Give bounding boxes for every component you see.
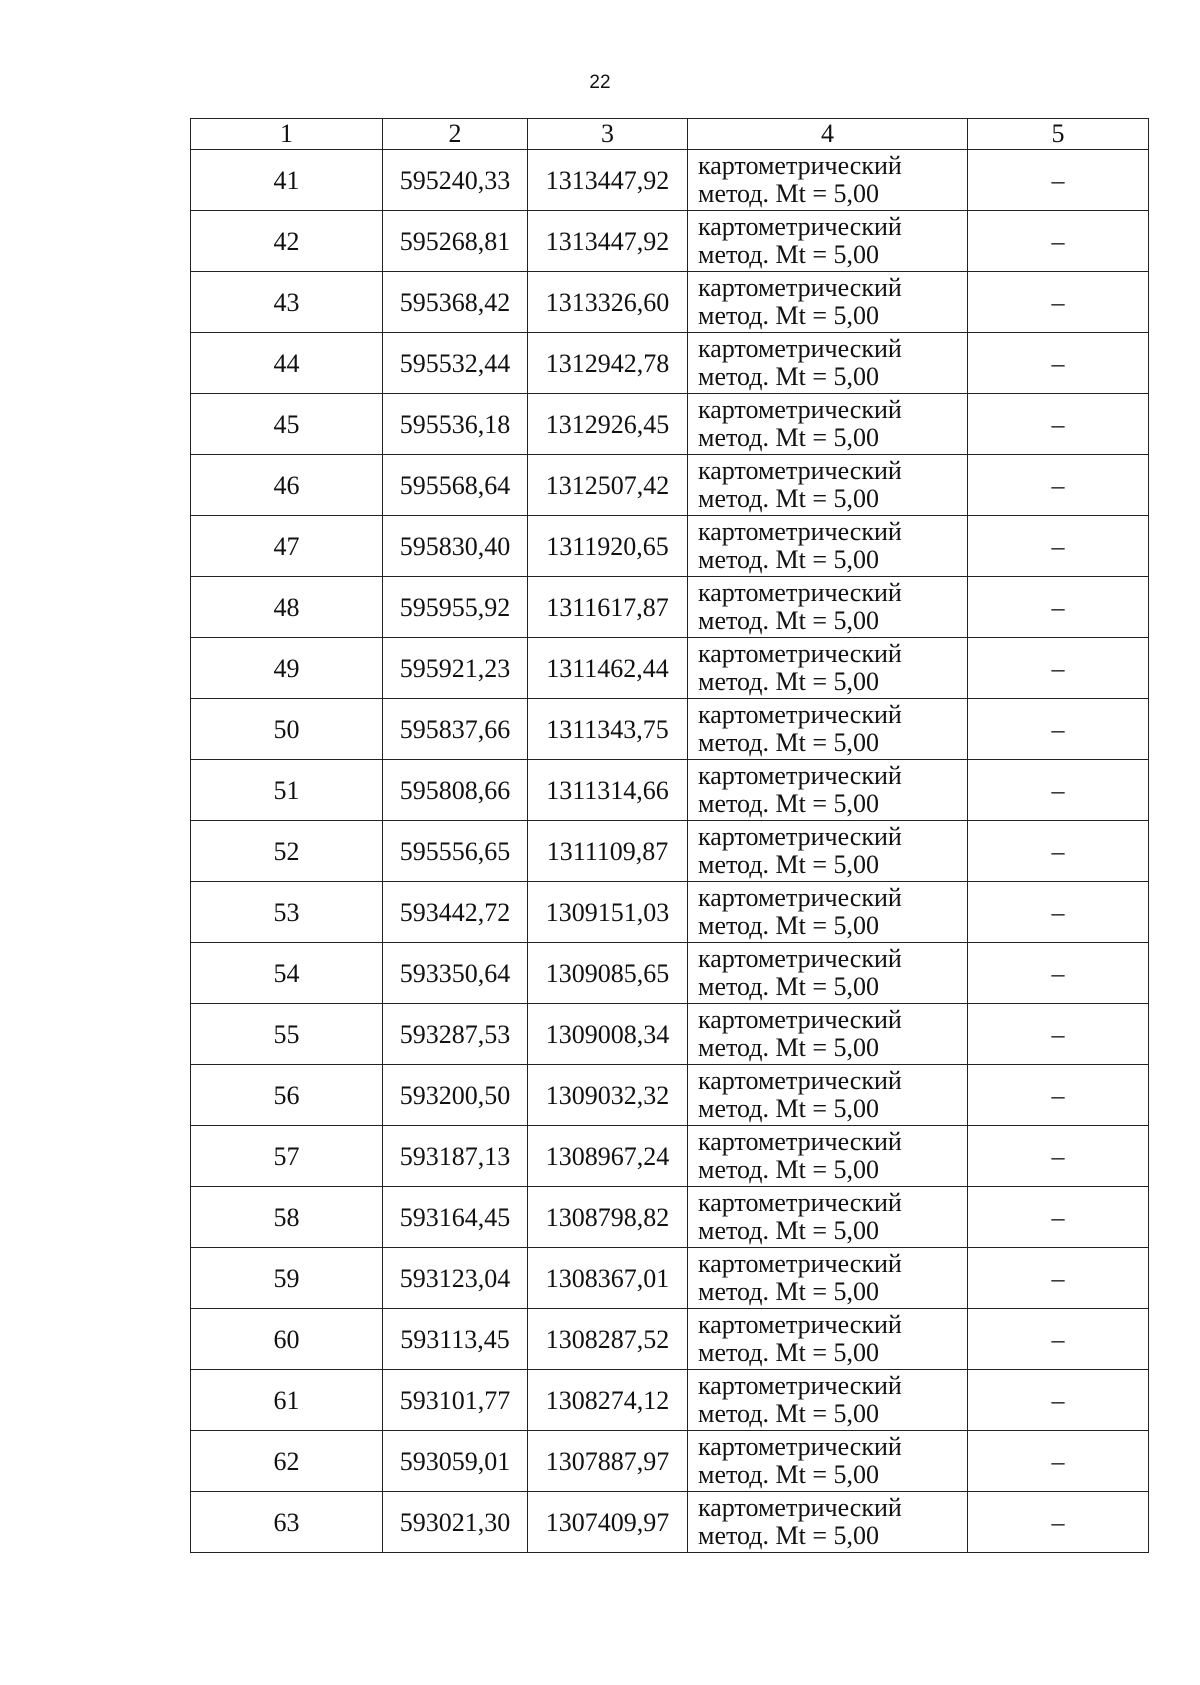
- point-number-cell: 50: [191, 699, 383, 760]
- x-coordinate-cell: 595837,66: [383, 699, 528, 760]
- method-name-text: картометрический: [698, 1188, 902, 1217]
- table-row: [191, 882, 1149, 943]
- x-coordinate-cell: 593123,04: [383, 1248, 528, 1309]
- point-number-cell: 48: [191, 577, 383, 638]
- description-cell: –: [968, 333, 1149, 394]
- x-coordinate-cell: 595268,81: [383, 211, 528, 272]
- y-coordinate-cell: 1311314,66: [528, 760, 688, 821]
- method-accuracy-text: метод. Mt = 5,00: [698, 240, 879, 269]
- x-coordinate-cell: 595532,44: [383, 333, 528, 394]
- y-coordinate-cell: 1307887,97: [528, 1431, 688, 1492]
- method-accuracy-text: метод. Mt = 5,00: [698, 972, 879, 1001]
- column-header-3: 3: [528, 119, 688, 150]
- description-cell: –: [968, 1431, 1149, 1492]
- point-number-cell: 63: [191, 1492, 383, 1553]
- y-coordinate-cell: 1308798,82: [528, 1187, 688, 1248]
- point-number-cell: 54: [191, 943, 383, 1004]
- table-row: [191, 1309, 1149, 1370]
- method-name-text: картометрический: [698, 395, 902, 424]
- x-coordinate-cell: 593059,01: [383, 1431, 528, 1492]
- method-name-text: картометрический: [698, 944, 902, 973]
- x-coordinate-cell: 593187,13: [383, 1126, 528, 1187]
- table-row: [191, 455, 1149, 516]
- point-number-cell: 51: [191, 760, 383, 821]
- method-accuracy-text: метод. Mt = 5,00: [698, 1277, 879, 1306]
- point-number-cell: 60: [191, 1309, 383, 1370]
- method-accuracy-text: метод. Mt = 5,00: [698, 484, 879, 513]
- method-cell: [688, 150, 968, 211]
- method-accuracy-text: метод. Mt = 5,00: [698, 1399, 879, 1428]
- point-number-cell: 61: [191, 1370, 383, 1431]
- point-number-cell: 44: [191, 333, 383, 394]
- table-row: [191, 150, 1149, 211]
- method-cell: [688, 272, 968, 333]
- table-row: [191, 577, 1149, 638]
- method-cell: [688, 1492, 968, 1553]
- table-row: [191, 272, 1149, 333]
- table-row: [191, 1126, 1149, 1187]
- description-cell: –: [968, 1309, 1149, 1370]
- table-body: [191, 150, 1149, 1553]
- method-accuracy-text: метод. Mt = 5,00: [698, 1033, 879, 1062]
- point-number-cell: 46: [191, 455, 383, 516]
- x-coordinate-cell: 595556,65: [383, 821, 528, 882]
- point-number-cell: 59: [191, 1248, 383, 1309]
- description-cell: –: [968, 1248, 1149, 1309]
- description-cell: –: [968, 516, 1149, 577]
- method-cell: [688, 882, 968, 943]
- point-number-cell: 43: [191, 272, 383, 333]
- method-accuracy-text: метод. Mt = 5,00: [698, 1521, 879, 1550]
- y-coordinate-cell: 1308274,12: [528, 1370, 688, 1431]
- description-cell: –: [968, 1370, 1149, 1431]
- x-coordinate-cell: 593287,53: [383, 1004, 528, 1065]
- y-coordinate-cell: 1311343,75: [528, 699, 688, 760]
- method-name-text: картометрический: [698, 1493, 902, 1522]
- method-accuracy-text: метод. Mt = 5,00: [698, 606, 879, 635]
- description-cell: –: [968, 638, 1149, 699]
- method-cell: [688, 1309, 968, 1370]
- table-row: [191, 638, 1149, 699]
- method-name-text: картометрический: [698, 761, 902, 790]
- point-number-cell: 47: [191, 516, 383, 577]
- method-name-text: картометрический: [698, 1371, 902, 1400]
- point-number-cell: 53: [191, 882, 383, 943]
- table-row: [191, 1004, 1149, 1065]
- description-cell: –: [968, 1065, 1149, 1126]
- method-accuracy-text: метод. Mt = 5,00: [698, 667, 879, 696]
- point-number-cell: 57: [191, 1126, 383, 1187]
- y-coordinate-cell: 1307409,97: [528, 1492, 688, 1553]
- coordinates-table: [190, 118, 1149, 1553]
- x-coordinate-cell: 593113,45: [383, 1309, 528, 1370]
- x-coordinate-cell: 593350,64: [383, 943, 528, 1004]
- method-accuracy-text: метод. Mt = 5,00: [698, 789, 879, 818]
- method-cell: [688, 211, 968, 272]
- description-cell: –: [968, 943, 1149, 1004]
- method-accuracy-text: метод. Mt = 5,00: [698, 1094, 879, 1123]
- method-name-text: картометрический: [698, 273, 902, 302]
- method-cell: [688, 638, 968, 699]
- y-coordinate-cell: 1311462,44: [528, 638, 688, 699]
- description-cell: –: [968, 760, 1149, 821]
- column-header-4: 4: [688, 119, 968, 150]
- point-number-cell: 56: [191, 1065, 383, 1126]
- table-row: [191, 394, 1149, 455]
- method-accuracy-text: метод. Mt = 5,00: [698, 1216, 879, 1245]
- y-coordinate-cell: 1313447,92: [528, 150, 688, 211]
- description-cell: –: [968, 577, 1149, 638]
- method-cell: [688, 516, 968, 577]
- x-coordinate-cell: 595240,33: [383, 150, 528, 211]
- method-name-text: картометрический: [698, 334, 902, 363]
- method-name-text: картометрический: [698, 1005, 902, 1034]
- x-coordinate-cell: 595830,40: [383, 516, 528, 577]
- point-number-cell: 45: [191, 394, 383, 455]
- column-header-2: 2: [383, 119, 528, 150]
- method-cell: [688, 1065, 968, 1126]
- method-cell: [688, 1187, 968, 1248]
- x-coordinate-cell: 595955,92: [383, 577, 528, 638]
- method-accuracy-text: метод. Mt = 5,00: [698, 728, 879, 757]
- method-name-text: картометрический: [698, 456, 902, 485]
- method-cell: [688, 577, 968, 638]
- method-accuracy-text: метод. Mt = 5,00: [698, 911, 879, 940]
- method-accuracy-text: метод. Mt = 5,00: [698, 179, 879, 208]
- table-header-row: [191, 119, 1149, 150]
- method-name-text: картометрический: [698, 1127, 902, 1156]
- table-row: [191, 943, 1149, 1004]
- table-row: [191, 1187, 1149, 1248]
- table-row: [191, 1492, 1149, 1553]
- method-accuracy-text: метод. Mt = 5,00: [698, 301, 879, 330]
- method-accuracy-text: метод. Mt = 5,00: [698, 1155, 879, 1184]
- method-name-text: картометрический: [698, 212, 902, 241]
- point-number-cell: 42: [191, 211, 383, 272]
- table-row: [191, 1431, 1149, 1492]
- method-cell: [688, 394, 968, 455]
- x-coordinate-cell: 593021,30: [383, 1492, 528, 1553]
- method-accuracy-text: метод. Mt = 5,00: [698, 1338, 879, 1367]
- y-coordinate-cell: 1311109,87: [528, 821, 688, 882]
- table-row: [191, 1370, 1149, 1431]
- description-cell: –: [968, 272, 1149, 333]
- method-cell: [688, 1248, 968, 1309]
- description-cell: –: [968, 699, 1149, 760]
- description-cell: –: [968, 882, 1149, 943]
- x-coordinate-cell: 593101,77: [383, 1370, 528, 1431]
- method-name-text: картометрический: [698, 883, 902, 912]
- page-number: 22: [589, 72, 611, 93]
- column-header-5: 5: [968, 119, 1149, 150]
- y-coordinate-cell: 1309008,34: [528, 1004, 688, 1065]
- description-cell: –: [968, 1126, 1149, 1187]
- point-number-cell: 52: [191, 821, 383, 882]
- x-coordinate-cell: 595368,42: [383, 272, 528, 333]
- method-name-text: картометрический: [698, 1310, 902, 1339]
- method-accuracy-text: метод. Mt = 5,00: [698, 850, 879, 879]
- x-coordinate-cell: 595568,64: [383, 455, 528, 516]
- table-row: [191, 821, 1149, 882]
- y-coordinate-cell: 1313326,60: [528, 272, 688, 333]
- point-number-cell: 62: [191, 1431, 383, 1492]
- description-cell: –: [968, 1004, 1149, 1065]
- table-row: [191, 1065, 1149, 1126]
- y-coordinate-cell: 1309032,32: [528, 1065, 688, 1126]
- method-cell: [688, 699, 968, 760]
- description-cell: –: [968, 821, 1149, 882]
- method-cell: [688, 333, 968, 394]
- y-coordinate-cell: 1308367,01: [528, 1248, 688, 1309]
- description-cell: –: [968, 394, 1149, 455]
- method-name-text: картометрический: [698, 700, 902, 729]
- method-name-text: картометрический: [698, 517, 902, 546]
- description-cell: –: [968, 1492, 1149, 1553]
- y-coordinate-cell: 1311920,65: [528, 516, 688, 577]
- table-row: [191, 516, 1149, 577]
- x-coordinate-cell: 593442,72: [383, 882, 528, 943]
- y-coordinate-cell: 1312942,78: [528, 333, 688, 394]
- point-number-cell: 58: [191, 1187, 383, 1248]
- method-cell: [688, 1126, 968, 1187]
- y-coordinate-cell: 1312507,42: [528, 455, 688, 516]
- method-name-text: картометрический: [698, 1249, 902, 1278]
- x-coordinate-cell: 593200,50: [383, 1065, 528, 1126]
- y-coordinate-cell: 1312926,45: [528, 394, 688, 455]
- method-cell: [688, 1431, 968, 1492]
- description-cell: –: [968, 211, 1149, 272]
- method-name-text: картометрический: [698, 578, 902, 607]
- method-name-text: картометрический: [698, 639, 902, 668]
- x-coordinate-cell: 595808,66: [383, 760, 528, 821]
- method-name-text: картометрический: [698, 1432, 902, 1461]
- method-cell: [688, 455, 968, 516]
- point-number-cell: 55: [191, 1004, 383, 1065]
- table-row: [191, 699, 1149, 760]
- y-coordinate-cell: 1309151,03: [528, 882, 688, 943]
- method-cell: [688, 760, 968, 821]
- point-number-cell: 49: [191, 638, 383, 699]
- method-accuracy-text: метод. Mt = 5,00: [698, 545, 879, 574]
- table-row: [191, 211, 1149, 272]
- y-coordinate-cell: 1308287,52: [528, 1309, 688, 1370]
- method-cell: [688, 1370, 968, 1431]
- y-coordinate-cell: 1311617,87: [528, 577, 688, 638]
- description-cell: –: [968, 150, 1149, 211]
- method-cell: [688, 1004, 968, 1065]
- x-coordinate-cell: 595921,23: [383, 638, 528, 699]
- method-name-text: картометрический: [698, 1066, 902, 1095]
- x-coordinate-cell: 595536,18: [383, 394, 528, 455]
- method-name-text: картометрический: [698, 822, 902, 851]
- table-row: [191, 760, 1149, 821]
- table-row: [191, 333, 1149, 394]
- method-cell: [688, 943, 968, 1004]
- column-header-1: 1: [191, 119, 383, 150]
- description-cell: –: [968, 455, 1149, 516]
- method-name-text: картометрический: [698, 151, 902, 180]
- point-number-cell: 41: [191, 150, 383, 211]
- table-row: [191, 1248, 1149, 1309]
- method-accuracy-text: метод. Mt = 5,00: [698, 362, 879, 391]
- x-coordinate-cell: 593164,45: [383, 1187, 528, 1248]
- y-coordinate-cell: 1308967,24: [528, 1126, 688, 1187]
- method-accuracy-text: метод. Mt = 5,00: [698, 423, 879, 452]
- y-coordinate-cell: 1309085,65: [528, 943, 688, 1004]
- method-cell: [688, 821, 968, 882]
- y-coordinate-cell: 1313447,92: [528, 211, 688, 272]
- method-accuracy-text: метод. Mt = 5,00: [698, 1460, 879, 1489]
- description-cell: –: [968, 1187, 1149, 1248]
